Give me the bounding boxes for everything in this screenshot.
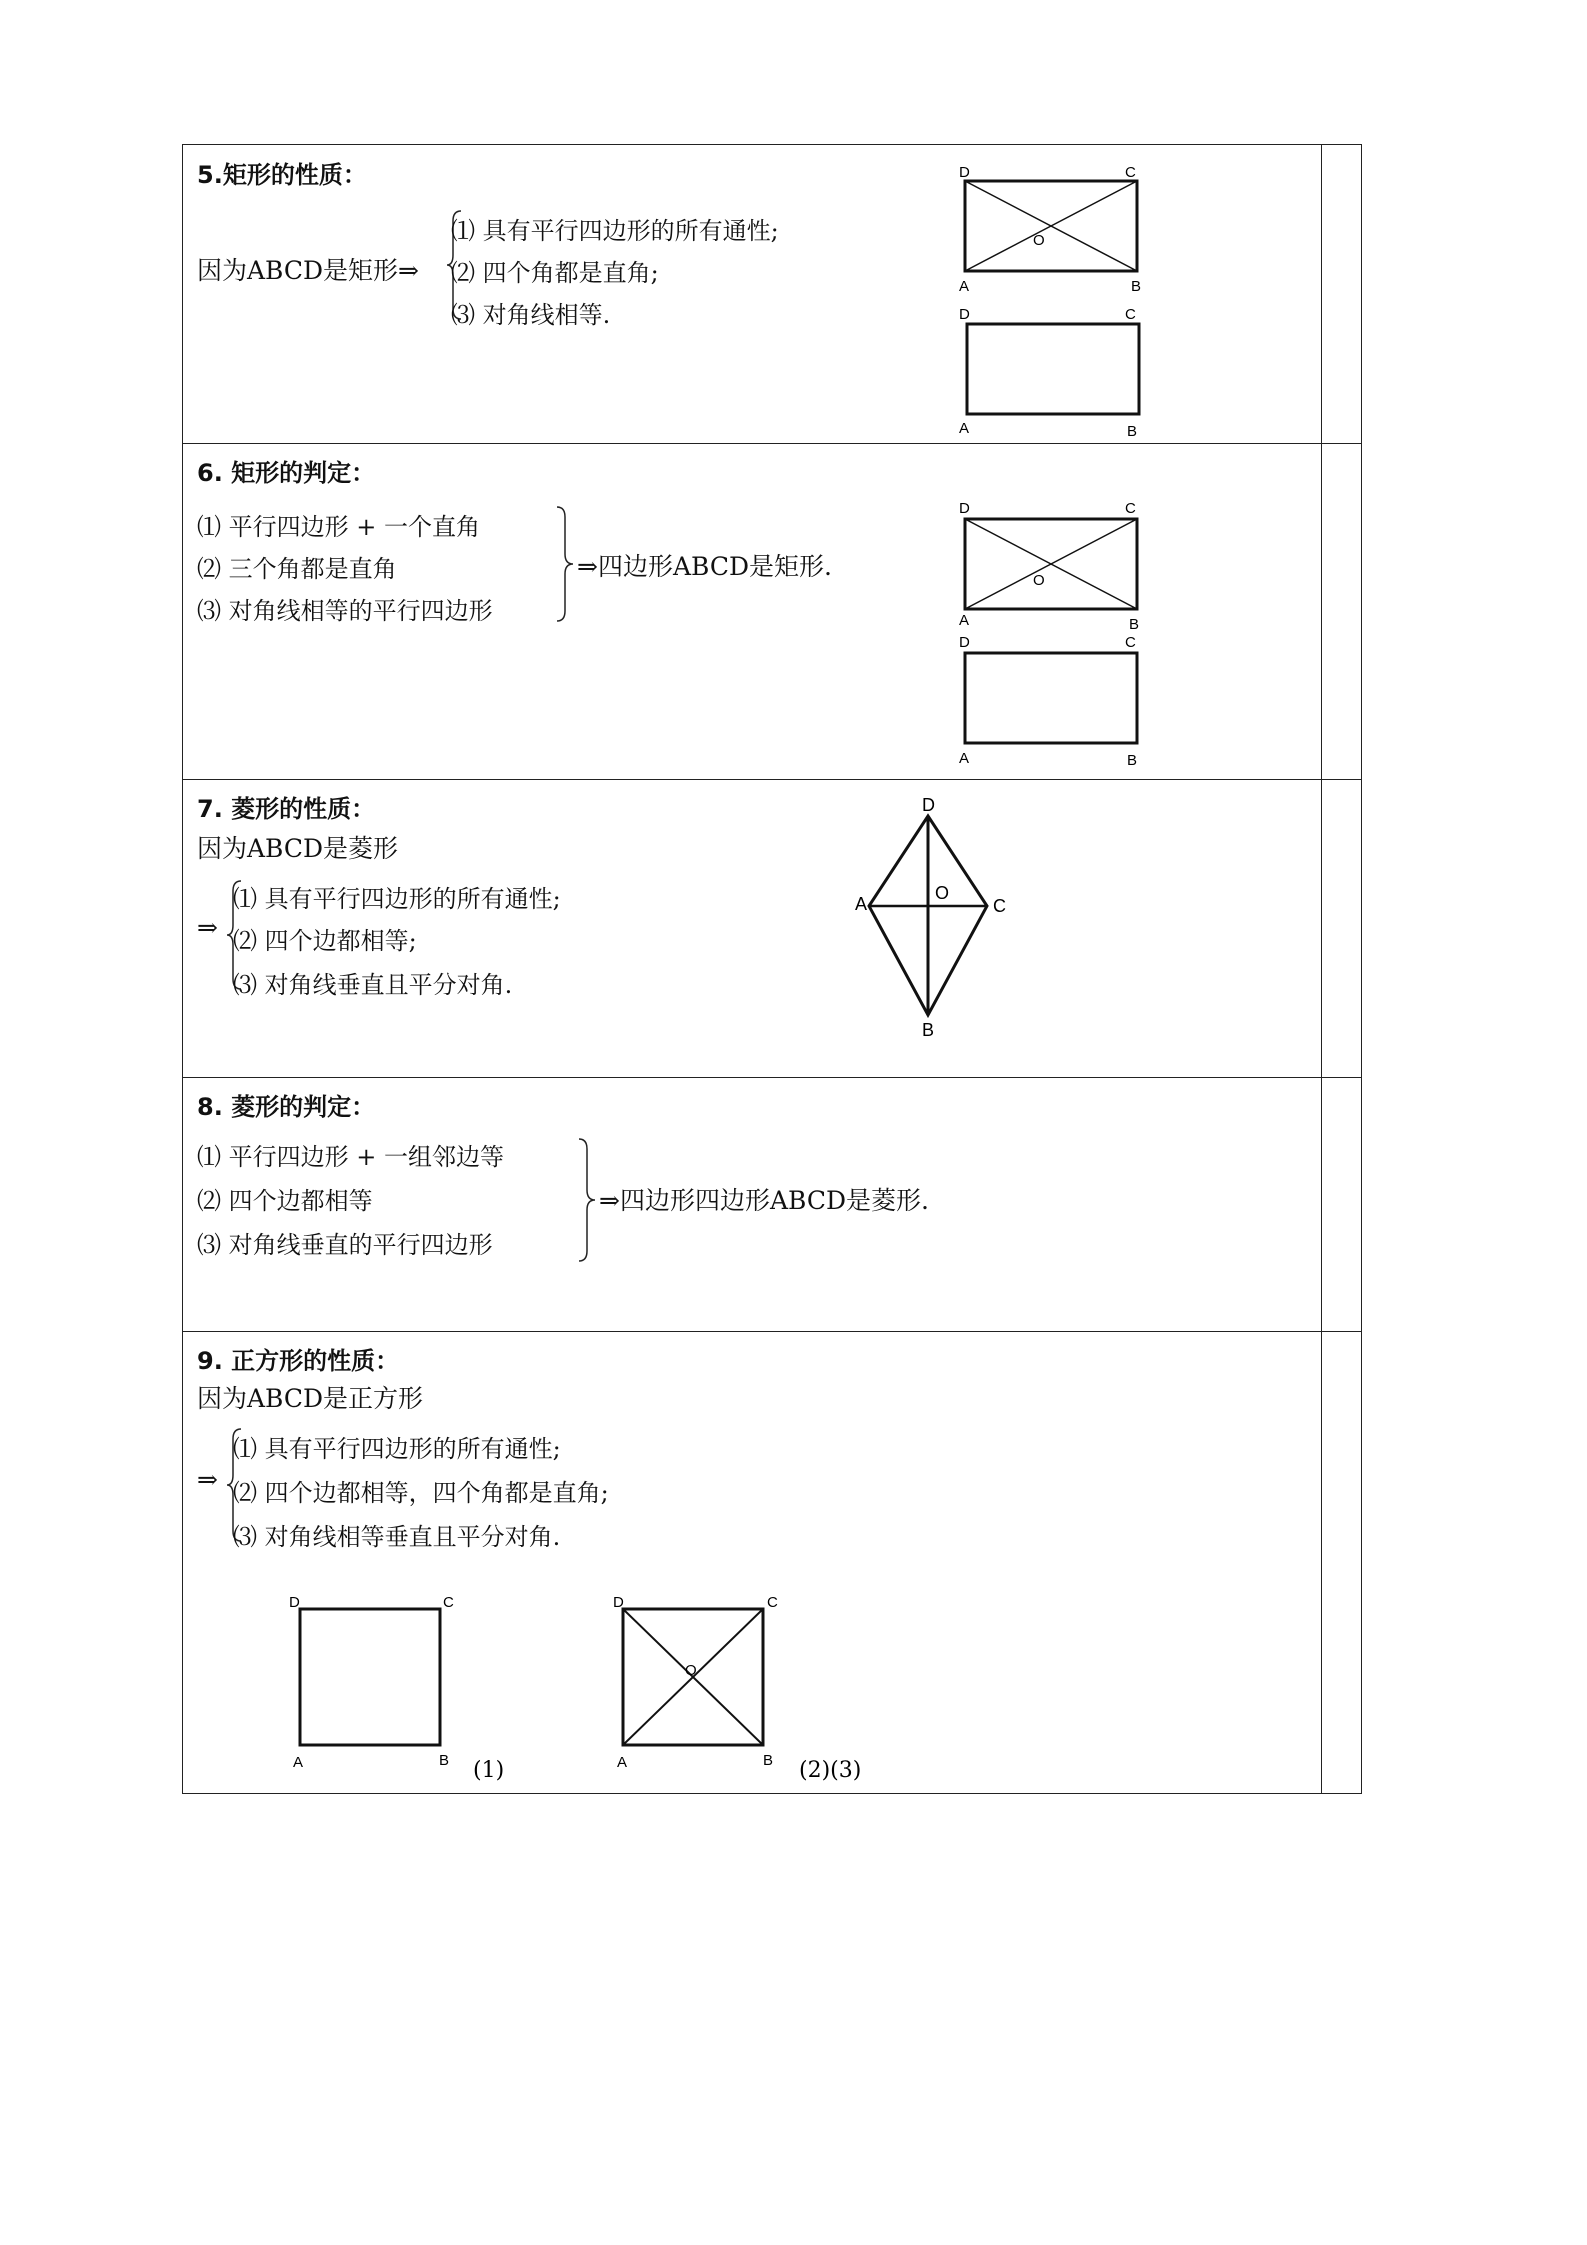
list-item: ⑵ 三个角都是直角 [197,555,397,583]
list-item: ⑴ 具有平行四边形的所有通性; [451,217,779,245]
label-C: C [1125,634,1136,651]
label-C: C [443,1594,454,1611]
section-square-properties [183,1331,1321,1793]
list-item: ⑶ 对角线相等. [451,301,611,329]
section-rectangle-properties [183,145,1321,443]
right-column-divider [1321,145,1322,1793]
label-O: O [1033,232,1045,249]
section-title: 5.矩形的性质： [197,161,367,189]
label-B: B [763,1752,774,1769]
list-item: ⑶ 对角线相等垂直且平分对角. [233,1523,561,1551]
rectangle-figures [953,457,1140,775]
list-item: ⑶ 对角线垂直且平分对角. [233,971,513,999]
section-title: 7. 菱形的性质： [197,795,376,823]
label-O: O [935,883,950,903]
label-B: B [1129,616,1140,633]
conclusion-text: ⇒四边形四边形ABCD是菱形. [599,1186,929,1215]
label-D: D [613,1594,624,1611]
premise-text: 因为ABCD是矩形⇒ [197,256,420,285]
list-item: ⑴ 平行四边形 + 一个直角 [197,513,480,541]
right-brace-icon [555,505,575,623]
rectangle-figures [953,159,1142,440]
label-D: D [959,500,970,517]
square-figure-2 [603,1591,963,1791]
label-A: A [293,1754,304,1771]
label-A: A [959,612,970,629]
implies-arrow: ⇒ [197,1465,218,1494]
list-item: ⑵ 四个角都是直角; [451,259,659,287]
label-C: C [767,1594,778,1611]
label-B: B [1131,278,1142,295]
label-D: D [922,795,935,815]
label-A: A [959,750,970,767]
label-A: A [617,1754,628,1771]
section-title: 8. 菱形的判定： [197,1093,376,1121]
figure-caption: (2)(3) [799,1758,862,1783]
label-A: A [959,278,970,295]
right-brace-icon [577,1137,597,1263]
list-item: ⑵ 四个边都相等; [233,927,417,955]
label-B: B [439,1752,450,1769]
label-C: C [993,896,1006,916]
list-item: ⑴ 具有平行四边形的所有通性; [233,885,561,913]
square-figure-1 [283,1591,623,1791]
label-A: A [855,894,868,914]
implies-arrow: ⇒ [197,913,218,942]
label-C: C [1125,500,1136,517]
section-rhombus-criteria [183,1077,1321,1331]
label-C: C [1125,164,1136,181]
label-B: B [1127,423,1138,440]
label-D: D [289,1594,300,1611]
section-title: 9. 正方形的性质： [197,1347,400,1375]
conclusion-text: ⇒四边形ABCD是矩形. [577,552,832,581]
label-C: C [1125,306,1136,323]
summary-table [182,144,1362,1794]
figure-caption: (1) [473,1758,505,1783]
list-item: ⑴ 具有平行四边形的所有通性; [233,1435,561,1463]
label-D: D [959,164,970,181]
list-item: ⑴ 平行四边形 + 一组邻边等 [197,1143,504,1171]
section-rectangle-criteria [183,443,1321,779]
label-B: B [922,1020,935,1040]
list-item: ⑵ 四个边都相等 [197,1187,373,1215]
label-B: B [1127,752,1138,769]
list-item: ⑵ 四个边都相等，四个角都是直角; [233,1479,609,1507]
label-A: A [959,420,970,437]
label-D: D [959,634,970,651]
label-D: D [959,306,970,323]
section-title: 6. 矩形的判定： [197,459,376,487]
list-item: ⑶ 对角线相等的平行四边形 [197,597,493,625]
rhombus-figure [855,789,1023,1049]
premise-text: 因为ABCD是菱形 [197,834,399,863]
list-item: ⑶ 对角线垂直的平行四边形 [197,1231,493,1259]
label-O: O [1033,572,1045,589]
label-O: O [685,1662,697,1679]
premise-text: 因为ABCD是正方形 [197,1384,424,1413]
section-rhombus-properties [183,779,1321,1077]
